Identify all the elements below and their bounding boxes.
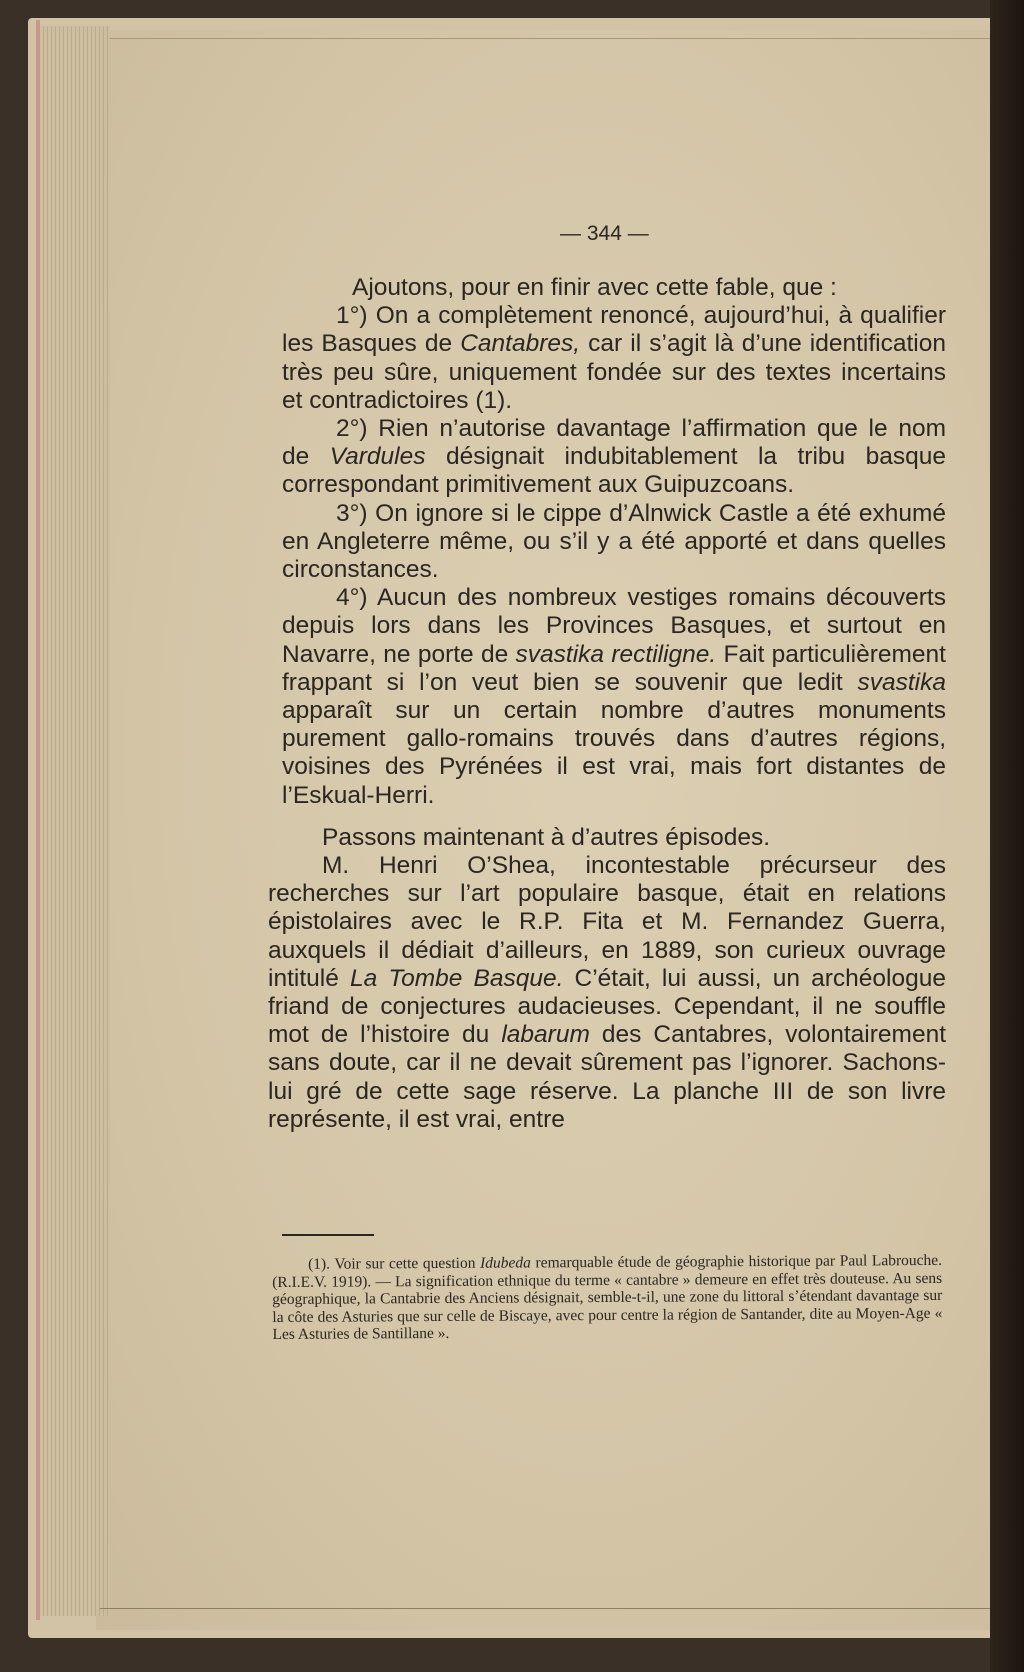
text-run: 2°) Rien n’autorise davantage l’affirmation que le nom de [282, 415, 946, 471]
paragraph-oshea [268, 852, 946, 1134]
italic-term: svastika rectiligne. [515, 640, 717, 668]
text-run: Fait particulièrement frappant si l’on veut bien se souvenir que ledit [282, 640, 946, 696]
page-number: — 344 — [560, 222, 649, 245]
footnote-text: (1). Voir sur cette question [307, 1254, 481, 1273]
page-bottom-edge [100, 1608, 990, 1609]
binding-shadow [990, 0, 1024, 1672]
text-run: désignait indubitablement la tribu basque correspondant primitivement aux Guipuzcoans. [282, 443, 946, 499]
page-top-edge [110, 38, 990, 39]
page-stack-edges [40, 26, 110, 1616]
paragraph-point-2 [282, 415, 946, 500]
text-run: 4°) Aucun des nombreux vestiges romains découverts depuis lors dans les Provinces Basques, et surtout en Navarre, ne porte de [282, 584, 946, 668]
text-run: M. Henri O’Shea, incontestable précurseur des recherches sur l’art populaire basque, était en relations épistolaires avec le R.P. Fita et M. Fernandez Guerra, auxquels il dédiait d’ailleurs, en 1889, son curieux ouvrage intitulé [268, 852, 946, 992]
text-run: 3°) On ignore si le cippe d’Alnwick Castle a été exhumé en Angleterre même, ou s’il y a été apporté et dans quelles circonstances. [282, 499, 946, 584]
italic-term: svastika [857, 668, 946, 696]
paragraph-point-1 [282, 302, 946, 415]
text-run: apparaît sur un certain nombre d’autres monuments purement gallo-romains trouvés dans d’autres régions, voisines des Pyrénées il est vrai, mais fort distantes de l’Eskual-Herri. [282, 697, 946, 809]
italic-term: Vardules [329, 443, 426, 471]
text-run: des Cantabres, volontairement sans doute, car il ne devait sûrement pas l’ignorer. Sachons-lui gré de cette sage réserve. La planche III de son livre représente, il est vrai, entre [268, 1021, 946, 1133]
italic-term: labarum [501, 1021, 590, 1049]
paragraph-intro [282, 274, 946, 302]
paragraph-intro-text: Ajoutons, pour en finir avec cette fable, que : [352, 274, 837, 301]
italic-term: Cantabres, [460, 330, 581, 358]
footnote [272, 1252, 943, 1344]
text-run: car il s’agit là d’une identification très peu sûre, uniquement fondée sur des textes incertains et contradictoires (1). [282, 330, 946, 414]
paragraph-point-4 [282, 584, 946, 810]
footnote-text: remarquable étude de géographie historique par Paul Labrouche. (R.I.E.V. 1919). — La signification ethnique du terme « cantabre » demeure en effet très douteuse. Au sens géographique, la Cantabrie des Anciens désignait, semble-t-il, une zone du littoral s’étendant davantage sur la côte des Asturies que sur celle de Biscaye, avec pour centre la région de Santander, dite au Moyen-Age « Les Asturies de Santillane ». [272, 1251, 943, 1344]
footnote-rule [282, 1234, 374, 1236]
footnote-italic-title: Idubeda [480, 1254, 531, 1272]
paragraph-transition [268, 824, 946, 852]
paragraph-point-3 [282, 500, 946, 585]
italic-title: La Tombe Basque. [349, 964, 564, 992]
text-run: Passons maintenant à d’autres épisodes. [322, 823, 771, 851]
body-text [268, 274, 946, 1134]
text-run: C’était, lui aussi, un archéologue friand de conjectures audacieuses. Cependant, il ne souffle mot de l’histoire du [268, 964, 946, 1049]
paragraph-gap [282, 810, 946, 824]
text-run: 1°) On a complètement renoncé, aujourd’hui, à qualifier les Basques de [282, 302, 946, 358]
